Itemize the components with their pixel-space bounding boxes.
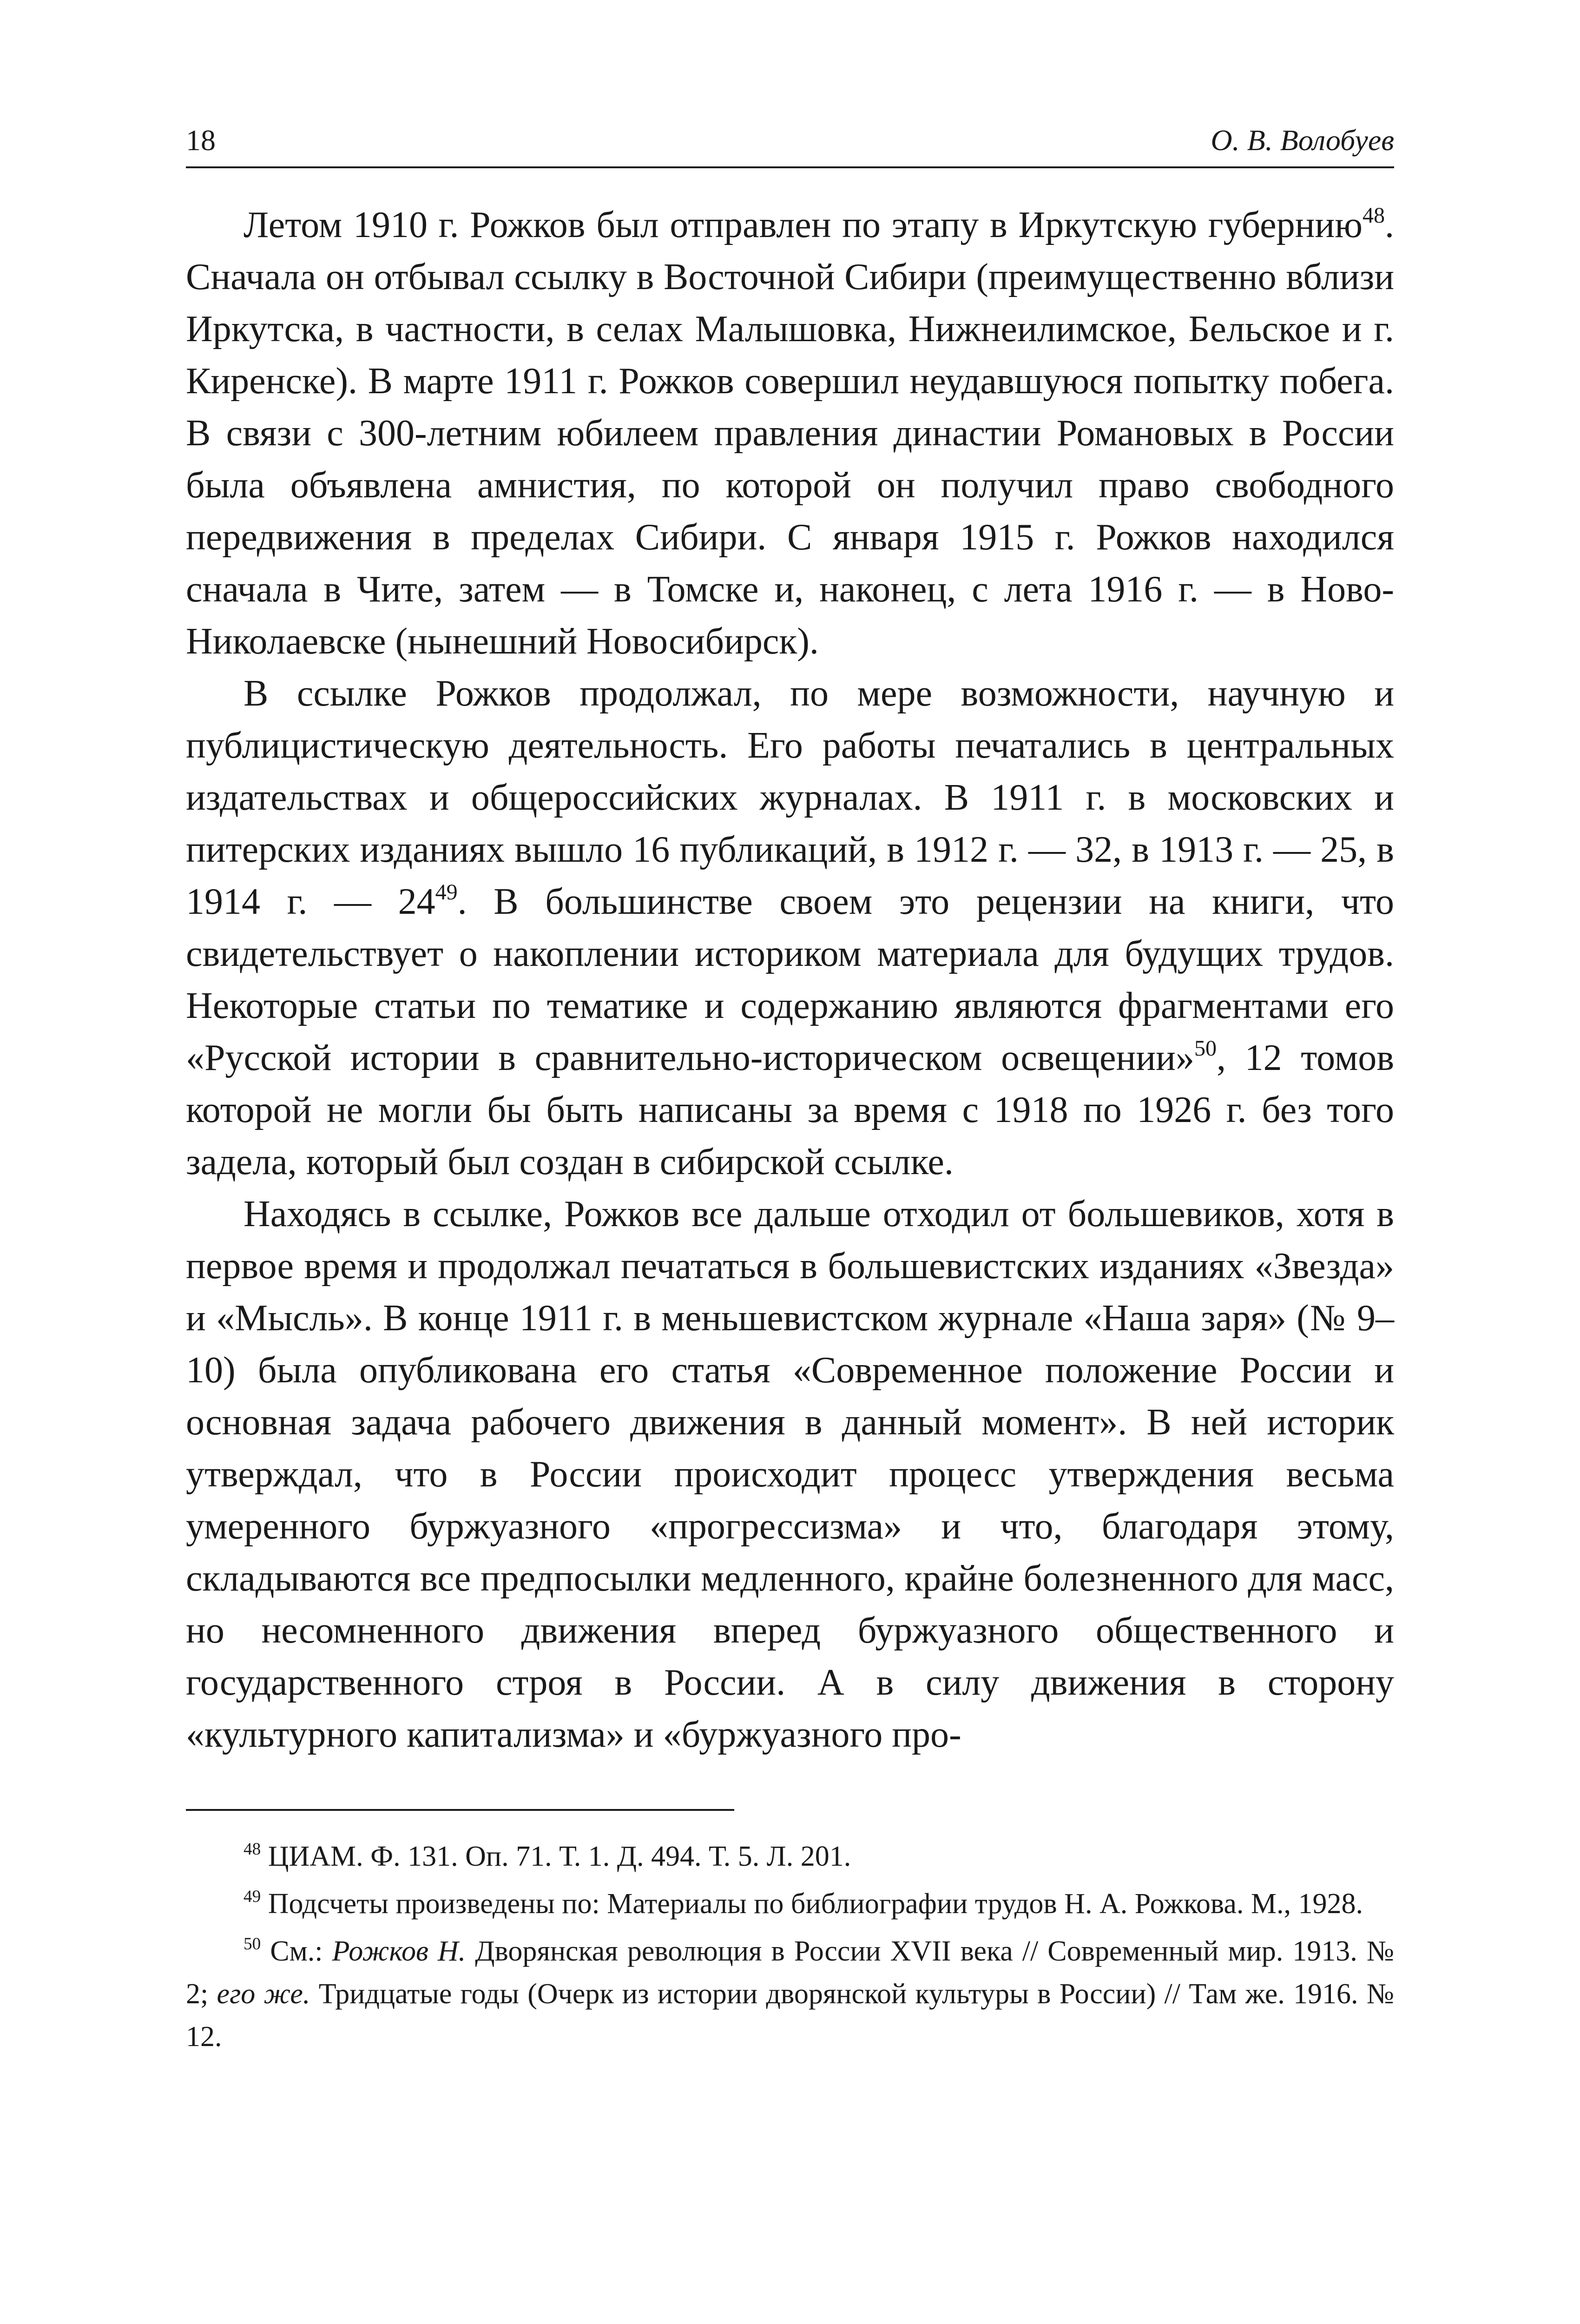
footnote-48 [186,1835,1394,1878]
footnote-text: Подсчеты произведены по: Материалы по библиографии трудов Н. А. Рожкова. М., 1928. [268,1888,1363,1920]
footnote-50: $^{50}$ См.: Рожков Н. Дворянская революция в России XVII века // Современный мир. 1913. № 2; его же. Тридцатые годы (Очерк из истории дворянской культуры в России) // Там же. 1916. № 12. [186,1934,1394,2053]
paragraph-3: Находясь в ссылке, Рожков все дальше отходил от большевиков, хотя в первое время и продолжал печататься в большевистских изданиях «Звезда» и «Мысль». В конце 1911 г. в меньшевистском журнале «Наша заря» (№ 9–10) была опубликована его статья «Современное положение России и основная задача рабочего движения в данный момент». В ней историк утверждал, что в России происходит процесс утверждения весьма умеренного буржуазного «прогрессизма» и что, благодаря этому, складываются все предпосылки медленного, крайне болезненного для масс, но несомненного движения вперед буржуазного общественного и государственного строя в России. А в силу движения в сторону «культурного капитализма» и «буржуазного про- [186,1194,1394,1755]
paragraph-2: В ссылке Рожков продолжал, по мере возможности, научную и публицистическую деятельность. Его работы печатались в центральных издательствах и общероссийских журналах. В 1911 г. в московских и питерских изданиях вышло 16 публикаций, в 1912 г. — 32, в 1913 г. — 25, в 1914 г. — $24^{49}$. В большинстве своем это рецензии на книги, что свидетельствует о накоплении историком материала для будущих трудов. Некоторые статьи по тематике и содержанию являются фрагментами его «Русской истории в сравнительно-историческом освещении»$^{50}$, 12 томов которой не могли бы быть написаны за время с 1918 по 1926 г. без того задела, который был создан в сибирской ссылке. [186,673,1395,1182]
footnote-number: 49 [244,1887,261,1906]
footnote-49 [186,1882,1394,1925]
running-head [186,125,1394,168]
footnote-number: 50 [244,1934,261,1954]
running-head-author: О. В. Волобуев [1211,124,1394,157]
footnote-ref-49: 49 [435,879,458,905]
footnote-ref-50: 50 [1194,1036,1217,1061]
cited-ibid-author: его же. [217,1978,310,2010]
cited-author: Рожков Н. [332,1935,466,1967]
footnote-number: 48 [244,1839,261,1859]
footnote-separator [186,1809,734,1811]
footnotes [186,1835,1394,2058]
footnote-ref-48: 48 [1363,203,1385,228]
body-text [186,199,1394,1761]
footnote-text: ЦИАМ. Ф. 131. Оп. 71. Т. 1. Д. 494. Т. 5. Л. 201. [268,1841,851,1872]
book-page [186,125,1394,2063]
paragraph-1: Летом 1910 г. Рожков был отправлен по этапу в Иркутскую губернию$^{48}$. Сначала он отбывал ссылку в Восточной Сибири (преимущественно вблизи Иркутска, в частности, в селах Малышовка, Нижнеилимское, Бельское и г. Киренске). В марте 1911 г. Рожков совершил неудавшуюся попытку побега. В связи с 300-летним юбилеем правления династии Романовых в России была объявлена амнистия, по которой он получил право свободного передвижения в пределах Сибири. С января 1915 г. Рожков находился сначала в Чите, затем — в Томске и, наконец, с лета 1916 г. — в Ново-Николаевске (нынешний Новосибирск). [186,203,1394,662]
page-number: 18 [186,124,216,157]
